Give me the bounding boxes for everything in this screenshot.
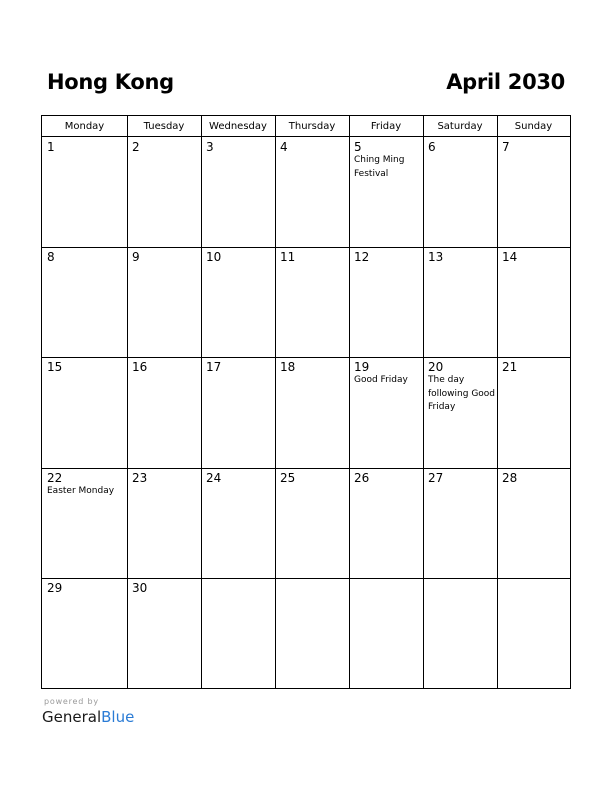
day-cell bbox=[201, 137, 275, 247]
day-number: 19 bbox=[354, 360, 370, 374]
day-number: 7 bbox=[502, 140, 510, 154]
day-number: 25 bbox=[280, 471, 296, 485]
day-cell bbox=[349, 247, 423, 357]
powered-by-label: powered by bbox=[44, 697, 99, 706]
day-number: 23 bbox=[132, 471, 148, 485]
day-cell bbox=[201, 578, 275, 688]
weekday-sunday: Sunday bbox=[514, 121, 553, 132]
weekday-wednesday: Wednesday bbox=[209, 121, 267, 132]
day-cell bbox=[201, 357, 275, 468]
weekday-tuesday: Tuesday bbox=[143, 121, 185, 132]
day-number: 15 bbox=[47, 360, 63, 374]
day-number: 8 bbox=[47, 250, 55, 264]
day-number: 6 bbox=[428, 140, 436, 154]
day-cell bbox=[497, 468, 570, 578]
brand-general: General bbox=[42, 708, 102, 726]
day-cell bbox=[42, 137, 127, 247]
day-number: 26 bbox=[354, 471, 370, 485]
day-cell bbox=[423, 468, 497, 578]
day-cell bbox=[42, 247, 127, 357]
day-cell bbox=[127, 247, 201, 357]
holiday-label: Easter Monday bbox=[47, 486, 115, 496]
day-cell bbox=[201, 468, 275, 578]
day-cell bbox=[127, 578, 201, 688]
day-number: 14 bbox=[502, 250, 518, 264]
day-number: 9 bbox=[132, 250, 140, 264]
day-cell bbox=[275, 247, 349, 357]
day-number: 2 bbox=[132, 140, 140, 154]
weekday-thursday: Thursday bbox=[288, 121, 336, 132]
day-cell bbox=[349, 468, 423, 578]
month-year-title: April 2030 bbox=[446, 70, 565, 94]
holiday-label: The day following Good Friday bbox=[428, 375, 496, 412]
day-number: 16 bbox=[132, 360, 148, 374]
day-number: 5 bbox=[354, 140, 362, 154]
day-number: 27 bbox=[428, 471, 444, 485]
day-cell bbox=[423, 137, 497, 247]
day-cell bbox=[497, 578, 570, 688]
day-cell bbox=[42, 578, 127, 688]
weekday-header-row bbox=[42, 116, 570, 137]
day-cell bbox=[275, 578, 349, 688]
day-number: 3 bbox=[206, 140, 214, 154]
day-number: 28 bbox=[502, 471, 518, 485]
day-number: 11 bbox=[280, 250, 296, 264]
day-number: 1 bbox=[47, 140, 55, 154]
generalblue-logo bbox=[42, 708, 134, 726]
weekday-monday: Monday bbox=[64, 121, 105, 132]
day-cell bbox=[423, 578, 497, 688]
day-cell bbox=[349, 357, 423, 468]
calendar-grid bbox=[41, 115, 571, 689]
day-number: 12 bbox=[354, 250, 370, 264]
day-number: 10 bbox=[206, 250, 222, 264]
brand-blue: Blue bbox=[101, 708, 135, 726]
holiday-label: Good Friday bbox=[354, 375, 408, 385]
day-cell bbox=[423, 247, 497, 357]
day-cell bbox=[275, 468, 349, 578]
day-cell bbox=[127, 357, 201, 468]
day-number: 29 bbox=[47, 581, 63, 595]
day-cell bbox=[423, 357, 497, 468]
day-cell bbox=[275, 137, 349, 247]
day-number: 20 bbox=[428, 360, 444, 374]
day-cell bbox=[42, 357, 127, 468]
weekday-saturday: Saturday bbox=[437, 121, 483, 132]
day-number: 17 bbox=[206, 360, 222, 374]
day-number: 21 bbox=[502, 360, 518, 374]
day-cell bbox=[201, 247, 275, 357]
weekday-friday: Friday bbox=[370, 121, 402, 132]
holiday-label: Ching Ming Festival bbox=[354, 155, 405, 179]
day-number: 24 bbox=[206, 471, 222, 485]
day-number: 13 bbox=[428, 250, 444, 264]
day-number: 18 bbox=[280, 360, 296, 374]
day-number: 4 bbox=[280, 140, 288, 154]
day-cell bbox=[127, 137, 201, 247]
day-cell bbox=[497, 137, 570, 247]
day-number: 22 bbox=[47, 471, 63, 485]
location-title: Hong Kong bbox=[47, 70, 174, 94]
day-cell bbox=[127, 468, 201, 578]
day-cell bbox=[42, 468, 127, 578]
day-cell bbox=[349, 137, 423, 247]
day-number: 30 bbox=[132, 581, 148, 595]
day-cell bbox=[349, 578, 423, 688]
day-cell bbox=[275, 357, 349, 468]
day-cell bbox=[497, 357, 570, 468]
day-cell bbox=[497, 247, 570, 357]
